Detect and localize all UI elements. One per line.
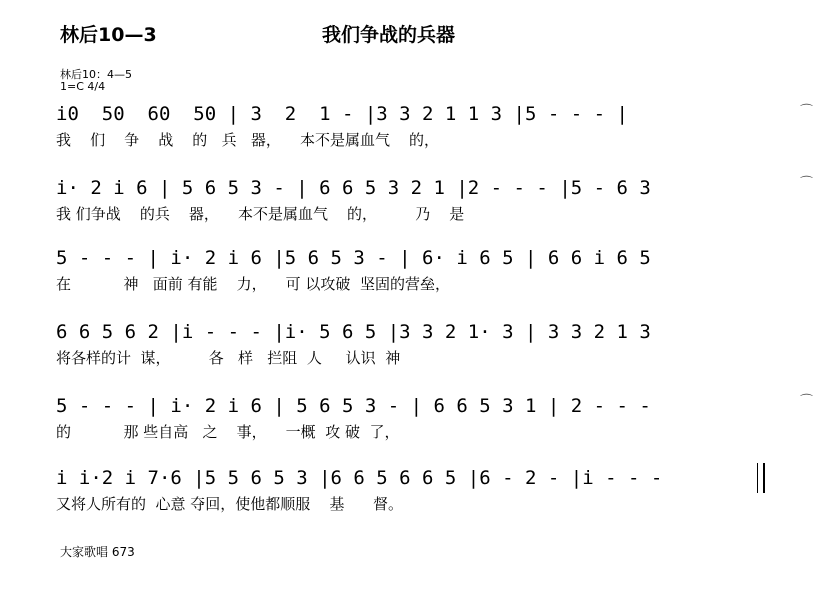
margin-mark: ⌒ xyxy=(800,176,814,191)
notation-line: i· 2 i 6 | 5 6 5 3 - | 6 6 5 3 2 1 |2 - - - |5 - 6 3 xyxy=(56,177,651,199)
notation-line: 5 - - - | i· 2 i 6 |5 6 5 3 - | 6· i 6 5 | 6 6 i 6 5 xyxy=(56,247,651,269)
notation-line: 6 6 5 6 2 |i - - - |i· 5 6 5 |3 3 2 1· 3 | 3 3 2 1 3 xyxy=(56,321,651,343)
key-and-time-signature: 1=C 4/4 xyxy=(60,80,106,93)
staff-system xyxy=(0,394,836,454)
final-barline-thick xyxy=(763,463,765,493)
margin-mark: ⌒ xyxy=(800,104,814,119)
margin-mark: ⌒ xyxy=(800,394,814,409)
verse-reference: 林后10：4—5 xyxy=(60,68,132,81)
song-title: 我们争战的兵器 xyxy=(322,24,456,46)
scripture-reference: 林后10—3 xyxy=(60,24,157,46)
notation-line: i0 50 60 50 | 3 2 1 - |3 3 2 1 1 3 |5 - - - | xyxy=(56,103,628,125)
lyrics-line: 将各样的计 谋， 各 样 拦阻 人 认识 神 xyxy=(56,349,401,367)
final-barline-thin xyxy=(757,463,758,493)
lyrics-line: 的 那 些自高 之 事， 一概 攻 破 了， xyxy=(56,423,400,441)
lyrics-line: 我 们争战 的兵 器， 本不是属血气 的， 乃 是 xyxy=(56,205,465,223)
notation-line: i i·2 i 7·6 |5 5 6 5 3 |6 6 5 6 6 5 |6 - 2 - |i - - - xyxy=(56,467,663,489)
lyrics-line: 又将人所有的 心意 夺回，使他都顺服 基 督。 xyxy=(56,495,403,513)
staff-system xyxy=(0,176,836,236)
source-citation: 大家歌唱 673 xyxy=(60,545,135,559)
notation-line: 5 - - - | i· 2 i 6 | 5 6 5 3 - | 6 6 5 3 1 | 2 - - - xyxy=(56,395,651,417)
staff-system xyxy=(0,466,836,526)
staff-system xyxy=(0,102,836,162)
staff-system xyxy=(0,246,836,306)
staff-system xyxy=(0,320,836,380)
lyrics-line: 在 神 面前 有能 力， 可 以攻破 坚固的营垒， xyxy=(56,275,450,293)
lyrics-line: 我 们 争 战 的 兵 器， 本不是属血气 的， xyxy=(56,131,440,149)
